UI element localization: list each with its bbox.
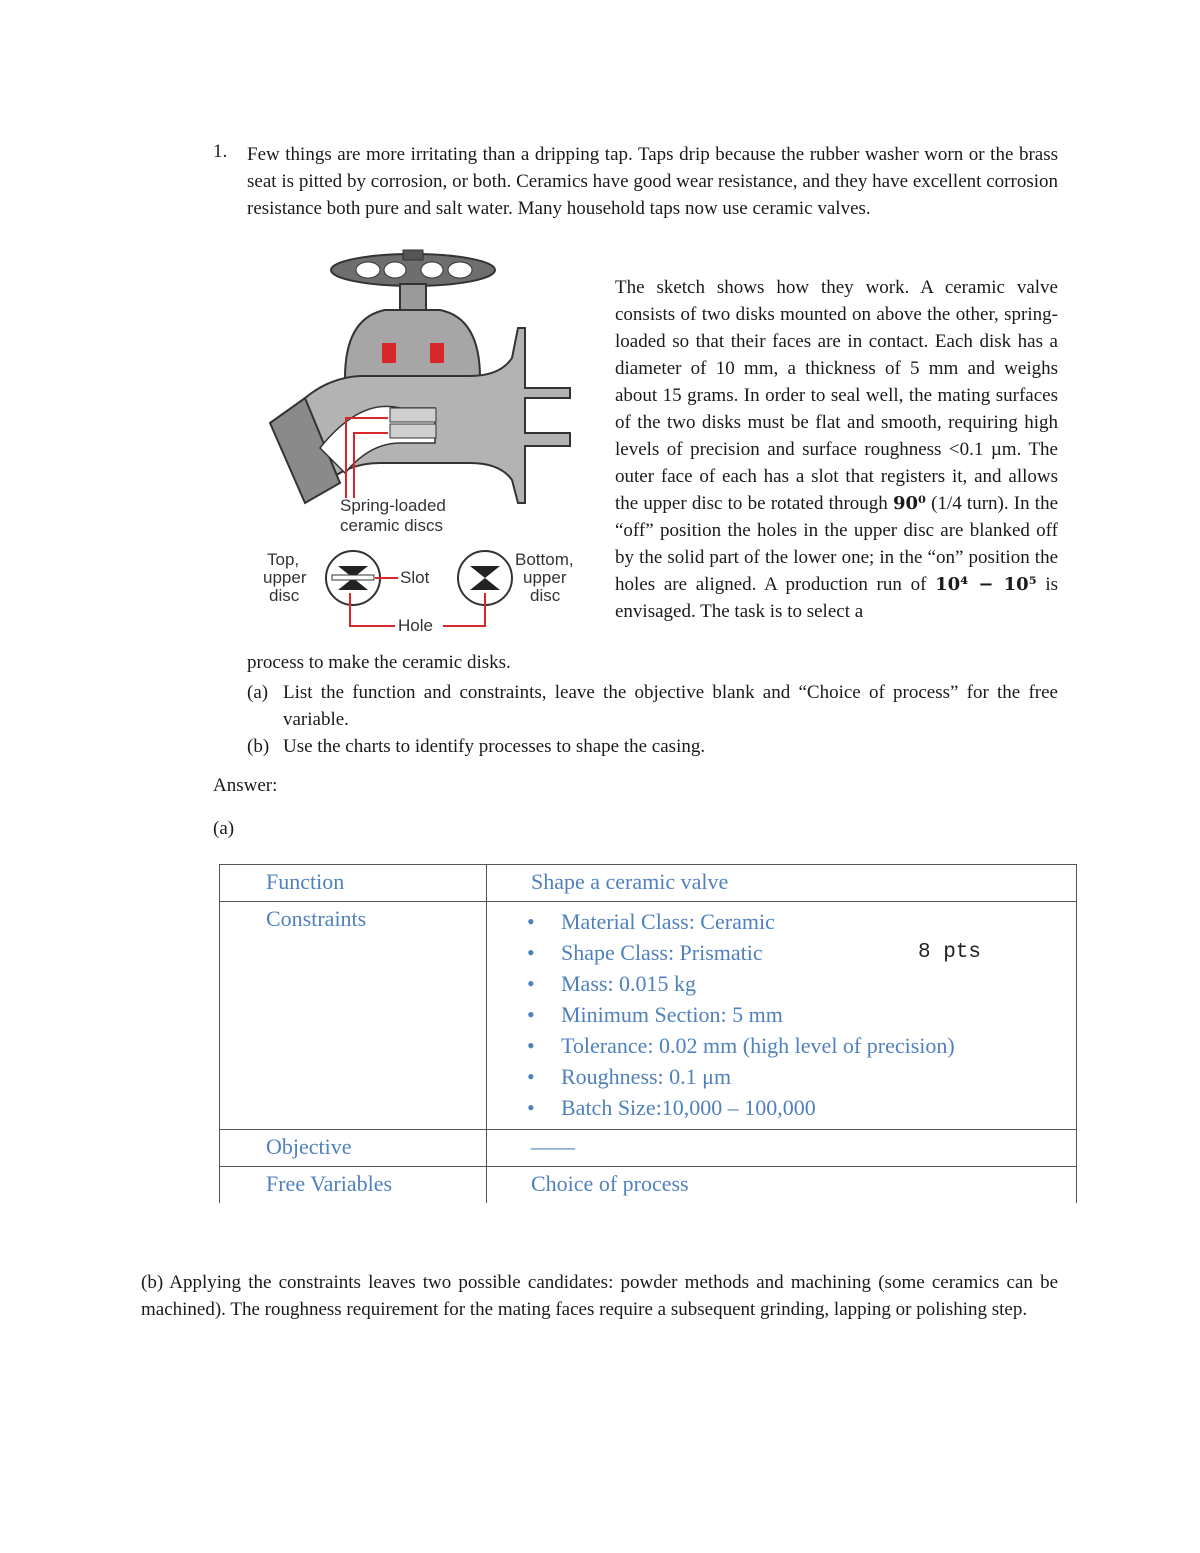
part-a-question (247, 679, 1058, 733)
part-a-text: List the function and constraints, leave the objective blank and “Choice of process” for the free variable. (283, 682, 1058, 730)
answer-table (219, 864, 1077, 1203)
list-item: • Roughness: 0.1 μm (525, 1061, 1076, 1092)
sketch-description (615, 274, 1058, 625)
table-row (220, 865, 1077, 902)
angle-value: 90⁰ (892, 493, 926, 514)
table-row (220, 1130, 1077, 1167)
free-variables-label: Free Variables (220, 1167, 487, 1204)
answer-part-a-label: (a) (213, 818, 235, 839)
constraints-cell (487, 902, 1077, 1130)
top-disc-icon (326, 551, 380, 605)
sketch-text-1: The sketch shows how they work. A ceramic valve consists of two disks mounted on above the other, spring-loaded so that their faces are in contact. Each disk has a diameter of 10 mm, a thickness of 5 mm and weighs about 15 grams. In order to seal well, the mating surfaces of the two disks must be flat and smooth, requiring high levels of precision and surface roughness <0.1 µm. The outer face of each has a slot that registers it, and allows the upper disc to be rotated through (615, 277, 1058, 514)
part-b-label: (b) (247, 736, 270, 757)
question-intro: Few things are more irritating than a dripping tap. Taps drip because the rubber washer worn or the brass seat is pitted by corrosion, or both. Ceramics have good wear resistance, and they have excellent corrosion resistance both pure and salt water. Many household taps now use ceramic valves. (247, 144, 1058, 219)
hole-label: Hole (398, 616, 433, 635)
table-row (220, 1167, 1077, 1204)
objective-value: —— (487, 1130, 1077, 1167)
part-b-text: Use the charts to identify processes to shape the casing. (283, 736, 706, 757)
list-item: • Shape Class: Prismatic (525, 937, 1076, 968)
list-item: • Mass: 0.015 kg (525, 968, 1076, 999)
valve-bonnet (345, 310, 480, 378)
list-item: • Batch Size:10,000 – 100,000 (525, 1092, 1076, 1123)
points-annotation: 8 pts (918, 941, 982, 964)
bottom-label-1: Bottom, (515, 550, 574, 569)
upper-disc (390, 408, 436, 422)
part-a-label: (a) (247, 682, 269, 703)
question-number: 1. (213, 141, 228, 162)
top-label-3: disc (269, 586, 300, 605)
list-item: • Tolerance: 0.02 mm (high level of precision) (525, 1030, 1076, 1061)
answer-heading: Answer: (213, 775, 278, 796)
constraints-label: Constraints (220, 902, 487, 1130)
bottom-label-2: upper (523, 568, 567, 587)
top-label-1: Top, (267, 550, 300, 569)
ceramic-valve-figure (250, 248, 590, 638)
run-range: 10⁴ − 10⁵ (935, 574, 1037, 595)
table-row (220, 902, 1077, 1130)
lower-disc (390, 424, 436, 438)
seal-left (382, 343, 396, 363)
free-variables-value: Choice of process (487, 1167, 1077, 1204)
objective-label: Objective (220, 1130, 487, 1167)
function-value: Shape a ceramic valve (487, 865, 1077, 902)
valve-diagram (250, 248, 590, 638)
list-item: • Material Class: Ceramic (525, 906, 1076, 937)
bottom-label-3: disc (530, 586, 561, 605)
list-item: • Minimum Section: 5 mm (525, 999, 1076, 1030)
continuation-text: process to make the ceramic disks. (247, 652, 511, 673)
sketch-text-3: is envisaged. The task is to select a (615, 574, 1059, 622)
constraints-list (525, 906, 1076, 1123)
sketch-text-2: (1/4 turn). In the “off” position the holes in the upper disc are blanked off by the solid part of the lower one; in the “on” position the holes are aligned. A production run of (615, 493, 1059, 595)
answer-part-b: (b) Applying the constraints leaves two possible candidates: powder methods and machining (some ceramics can be machined). The roughness requirement for the mating faces require a subsequent grinding, lapping or polishing step. (141, 1272, 1058, 1320)
part-b-question (247, 733, 1058, 760)
spring-label-1: Spring-loaded (340, 496, 446, 515)
tap-handle-icon (331, 250, 495, 286)
spring-label-2: ceramic discs (340, 516, 443, 535)
function-label: Function (220, 865, 487, 902)
slot-label: Slot (400, 568, 430, 587)
seal-right (430, 343, 444, 363)
top-label-2: upper (263, 568, 307, 587)
